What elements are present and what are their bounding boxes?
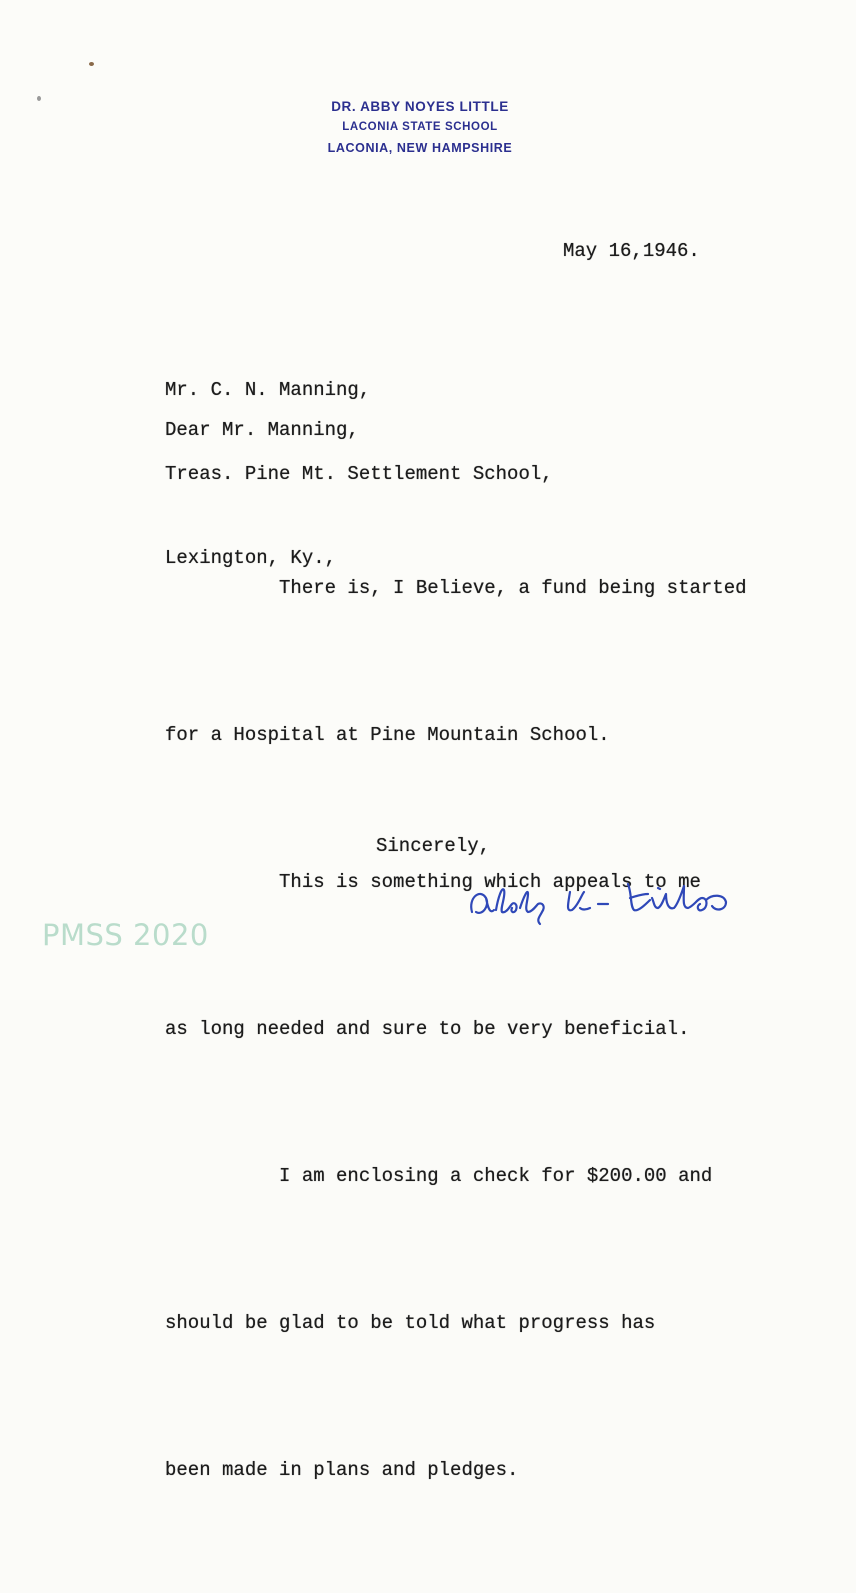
letter-body	[165, 466, 747, 1593]
body-line: as long needed and sure to be very beneficial.	[165, 1018, 690, 1040]
address-line: Treas. Pine Mt. Settlement School,	[165, 463, 553, 485]
letterhead-name: DR. ABBY NOYES LITTLE	[331, 99, 509, 114]
archive-watermark: PMSS 2020	[42, 918, 209, 952]
body-line: I am enclosing a check for $200.00 and	[165, 1165, 713, 1187]
body-line: This is something which appeals to me	[165, 871, 701, 893]
address-line: Lexington, Ky.,	[165, 547, 337, 569]
letter-date: May 16,1946.	[563, 240, 700, 262]
paper-speck	[37, 96, 41, 101]
body-line: There is, I Believe, a fund being started	[165, 577, 747, 599]
letterhead-place: LACONIA, NEW HAMPSHIRE	[327, 141, 513, 155]
body-line: been made in plans and pledges.	[165, 1459, 519, 1481]
letterhead	[300, 98, 540, 158]
body-line: should be glad to be told what progress has	[165, 1312, 656, 1334]
salutation: Dear Mr. Manning,	[165, 419, 359, 441]
body-line: for a Hospital at Pine Mountain School.	[165, 724, 610, 746]
letterhead-school: LACONIA STATE SCHOOL	[342, 121, 498, 133]
paper-speck	[89, 62, 94, 66]
address-line: Mr. C. N. Manning,	[165, 379, 371, 401]
closing: Sincerely,	[376, 835, 491, 857]
handwritten-signature	[462, 868, 762, 938]
